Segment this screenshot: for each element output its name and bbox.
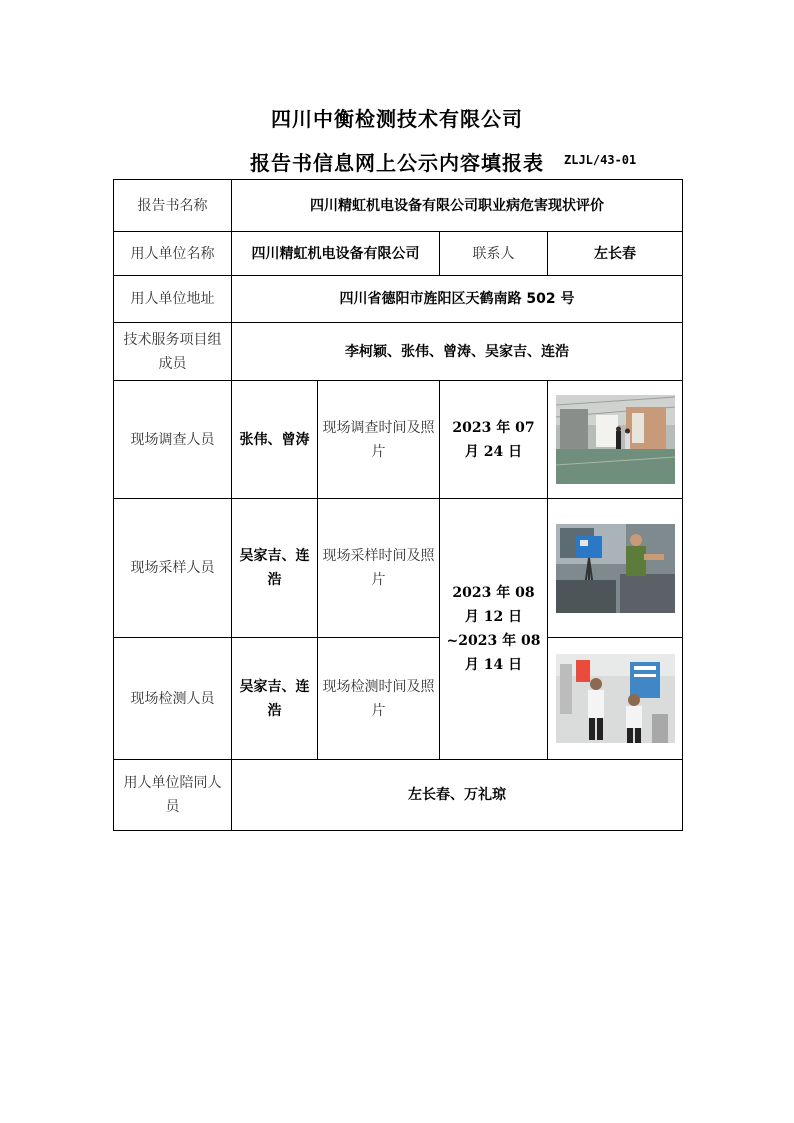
survey-time-label: 现场调查时间及照片	[318, 381, 440, 499]
address-value: 四川省德阳市旌阳区天鹤南路 502 号	[232, 276, 683, 323]
survey-site-photo	[556, 395, 675, 484]
row-testing	[114, 638, 683, 760]
row-unit-name	[114, 232, 683, 276]
sampling-time-label: 现场采样时间及照片	[318, 499, 440, 638]
testing-staff-value: 吴家吉、连浩	[232, 638, 318, 760]
document-code: ZLJL/43-01	[564, 153, 637, 167]
report-name-label: 报告书名称	[114, 180, 232, 232]
sampling-site-photo	[556, 524, 675, 613]
escort-label: 用人单位陪同人员	[114, 760, 232, 831]
sampling-photo-cell	[548, 499, 683, 638]
unit-name-label: 用人单位名称	[114, 232, 232, 276]
report-name-value: 四川精虹机电设备有限公司职业病危害现状评价	[232, 180, 683, 232]
survey-photo-cell	[548, 381, 683, 499]
testing-photo-cell	[548, 638, 683, 760]
row-escort	[114, 760, 683, 831]
survey-date: 2023 年 07 月 24 日	[440, 381, 548, 499]
unit-name-value: 四川精虹机电设备有限公司	[232, 232, 440, 276]
contact-label: 联系人	[440, 232, 548, 276]
row-report-name	[114, 180, 683, 232]
team-value: 李柯颖、张伟、曾涛、吴家吉、连浩	[232, 323, 683, 381]
row-address	[114, 276, 683, 323]
testing-site-photo	[556, 654, 675, 743]
row-team	[114, 323, 683, 381]
address-label: 用人单位地址	[114, 276, 232, 323]
row-sampling	[114, 499, 683, 638]
escort-value: 左长春、万礼琼	[232, 760, 683, 831]
testing-staff-label: 现场检测人员	[114, 638, 232, 760]
survey-staff-value: 张伟、曾涛	[232, 381, 318, 499]
row-survey	[114, 381, 683, 499]
form-title: 报告书信息网上公示内容填报表	[250, 151, 544, 175]
team-label: 技术服务项目组成员	[114, 323, 232, 381]
survey-staff-label: 现场调查人员	[114, 381, 232, 499]
disclosure-table	[113, 179, 683, 831]
sampling-staff-label: 现场采样人员	[114, 499, 232, 638]
sampling-staff-value: 吴家吉、连浩	[232, 499, 318, 638]
testing-time-label: 现场检测时间及照片	[318, 638, 440, 760]
sampling-testing-date: 2023 年 08 月 12 日~2023 年 08 月 14 日	[440, 499, 548, 760]
contact-value: 左长春	[548, 232, 683, 276]
company-name: 四川中衡检测技术有限公司	[271, 107, 523, 131]
